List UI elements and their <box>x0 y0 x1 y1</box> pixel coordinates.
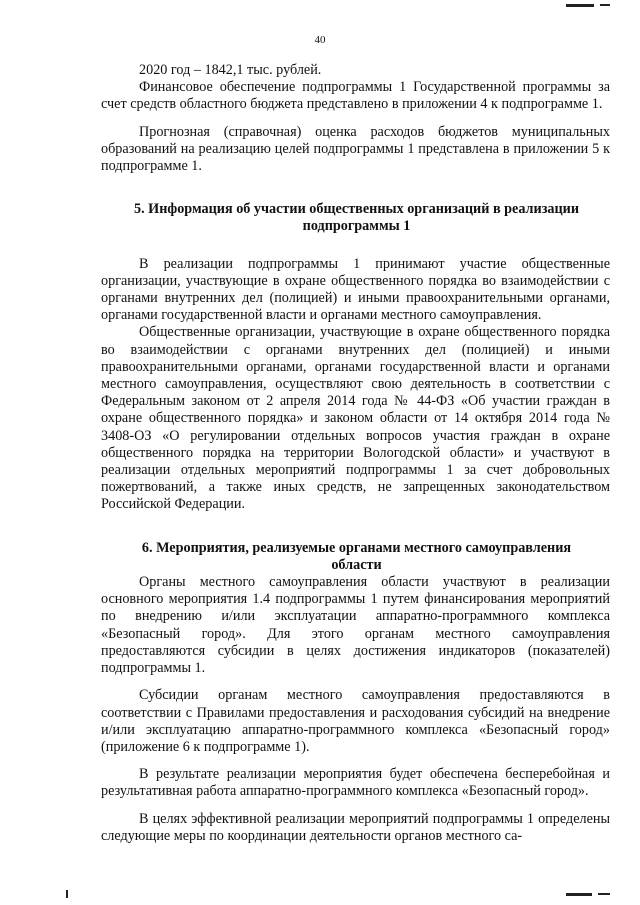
section-5-paragraph-1: В реализации подпрограммы 1 принимают участие общественные организации, участвующие в охране общественного порядка во взаимодействии с органами внутренних дел (полицией) и иными правоохранительными органами, органами государственной власти и органами местного самоуправления. <box>101 255 610 324</box>
section-5-heading: 5. Информация об участии общественных организаций в реализации подпрограммы 1 <box>133 201 580 235</box>
scan-mark-top-right-small <box>600 4 610 6</box>
document-body <box>101 62 610 845</box>
scan-mark-bottom-right <box>566 893 592 896</box>
intro-paragraph-3: Прогнозная (справочная) оценка расходов бюджетов муниципальных образований на реализацию целей подпрограммы 1 представлена в приложении 5 к подпрограмме 1. <box>101 123 610 175</box>
intro-line-1: 2020 год – 1842,1 тыс. рублей. <box>139 62 322 78</box>
scan-mark-bottom-right-small <box>598 893 610 895</box>
section-6-paragraph-3: В результате реализации мероприятия будет обеспечена бесперебойная и результативная работа аппаратно-программного комплекса «Безопасный город». <box>101 766 610 800</box>
section-6-heading: 6. Мероприятия, реализуемые органами местного самоуправления области <box>141 539 572 573</box>
page-number: 40 <box>314 34 326 46</box>
intro-paragraph-2: Финансовое обеспечение подпрограммы 1 Государственной программы за счет средств областного бюджета представлено в приложении 4 к подпрограмме 1. <box>101 79 610 113</box>
section-6-paragraph-2: Субсидии органам местного самоуправления предоставляются в соответствии с Правилами предоставления и расходования субсидий на внедрение и/или эксплуатацию аппаратно-программного комплекса «Безопасный город» (приложение 6 к подпрограмме 1). <box>101 687 610 755</box>
section-6-paragraph-4: В целях эффективной реализации мероприятий подпрограммы 1 определены следующие меры по координации деятельности органов местного са- <box>101 810 610 844</box>
section-6-paragraph-1: Органы местного самоуправления области участвуют в реализации основного мероприятия 1.4 подпрограммы 1 путем финансирования мероприятий по внедрению и/или эксплуатации аппаратно-программного комплекса «Безопасный город». Для этого органам местного самоуправления предоставляются субсидии в целях достижения индикаторов (показателей) подпрограммы 1. <box>101 574 610 677</box>
scan-mark-top-right <box>566 4 594 7</box>
section-5-paragraph-2: Общественные организации, участвующие в охране общественного порядка во взаимодействии с органами внутренних дел (полицией) и иными правоохранительными органами, органами государственной власти и органами местного самоуправления, осуществляют свою деятельность в соответствии с Федеральным законом от 2 апреля 2014 года № 44-ФЗ «Об участии граждан в охране общественного порядка» и законом области от 14 октября 2014 года № 3408-ОЗ «О регулировании отдельных вопросов участия граждан в охране общественного порядка на территории Вологодской области» и участвуют в реализации отдельных мероприятий подпрограммы 1 за счет добровольных пожертвований, а также иных средств, не запрещенных законодательством Российской Федерации. <box>101 324 610 513</box>
scan-mark-bottom-left <box>66 890 68 898</box>
